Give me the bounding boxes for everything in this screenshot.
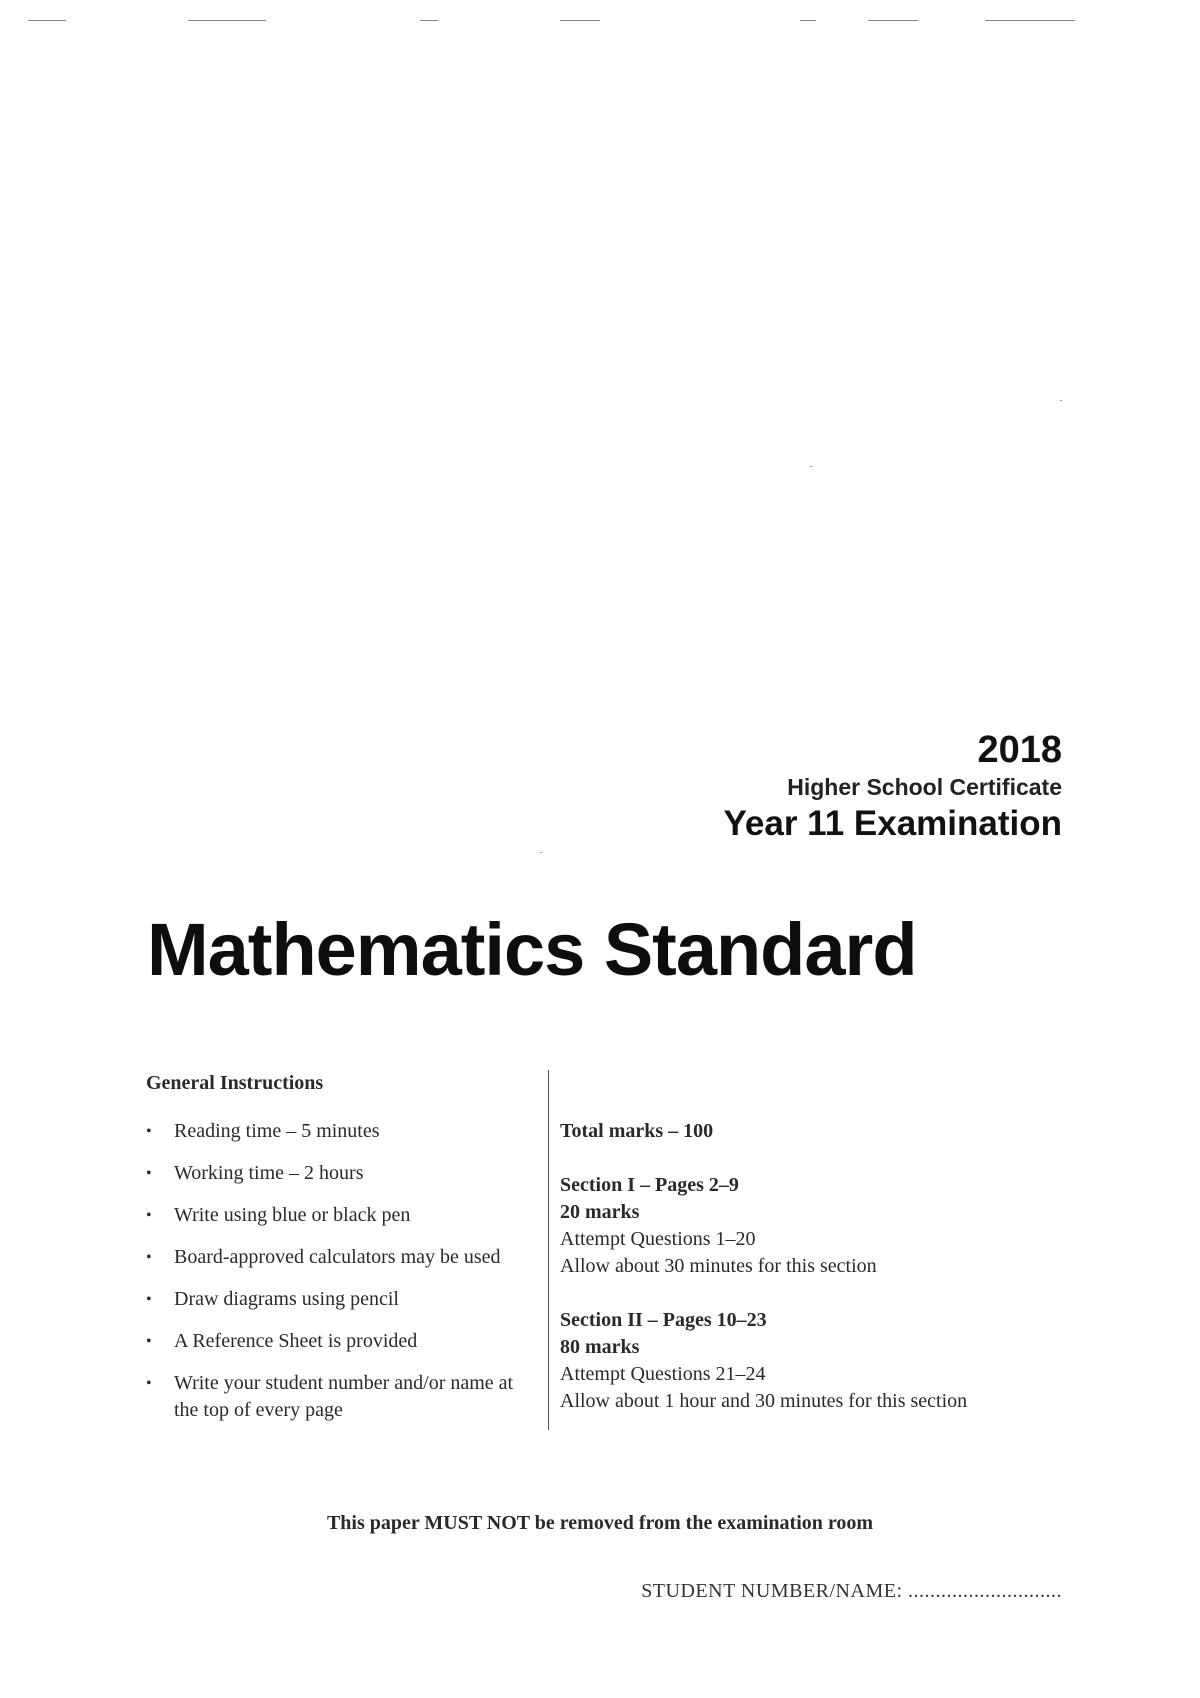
scan-artifact	[1060, 400, 1062, 401]
instruction-item	[146, 1118, 526, 1145]
scan-artifact	[188, 20, 266, 21]
bullet-icon: •	[146, 1207, 152, 1224]
general-instructions-heading: General Instructions	[146, 1072, 324, 1094]
scan-artifact	[28, 20, 66, 21]
instruction-text: Working time – 2 hours	[174, 1162, 364, 1184]
instruction-item	[146, 1202, 526, 1229]
bullet-icon: •	[146, 1249, 152, 1266]
instruction-item	[146, 1160, 526, 1187]
instruction-item	[146, 1244, 526, 1271]
section-time: Allow about 30 minutes for this section	[560, 1255, 877, 1277]
scan-artifact	[868, 20, 918, 21]
scan-artifact	[985, 20, 1075, 21]
bullet-icon: •	[146, 1291, 152, 1308]
instruction-text: Write your student number and/or name at the top of every page	[174, 1372, 514, 1421]
scan-artifact	[420, 20, 438, 21]
bullet-icon: •	[146, 1123, 152, 1140]
scan-artifact	[540, 852, 542, 853]
instruction-item	[146, 1370, 526, 1424]
student-number-field: STUDENT NUMBER/NAME: ............................	[641, 1580, 1062, 1602]
instruction-text: A Reference Sheet is provided	[174, 1330, 418, 1352]
section-attempt: Attempt Questions 1–20	[560, 1228, 756, 1250]
section-two	[560, 1307, 1080, 1415]
section-one	[560, 1172, 1080, 1280]
scan-artifact	[810, 466, 812, 467]
instruction-text: Draw diagrams using pencil	[174, 1288, 399, 1310]
section-time: Allow about 1 hour and 30 minutes for this section	[560, 1390, 968, 1412]
bullet-icon: •	[146, 1333, 152, 1350]
exam-title: Year 11 Examination	[723, 804, 1062, 843]
section-title: Section II – Pages 10–23	[560, 1309, 767, 1331]
section-marks: 80 marks	[560, 1336, 640, 1358]
instruction-text: Write using blue or black pen	[174, 1204, 411, 1226]
total-marks: Total marks – 100	[560, 1120, 714, 1142]
exam-header	[723, 728, 1062, 846]
instruction-item	[146, 1286, 526, 1313]
scan-artifact	[800, 20, 816, 21]
section-title: Section I – Pages 2–9	[560, 1174, 739, 1196]
instruction-text: Reading time – 5 minutes	[174, 1120, 380, 1142]
bullet-icon: •	[146, 1375, 152, 1392]
section-attempt: Attempt Questions 21–24	[560, 1363, 766, 1385]
scan-artifact	[560, 20, 600, 21]
bullet-icon: •	[146, 1165, 152, 1182]
removal-notice: This paper MUST NOT be removed from the examination room	[326, 1512, 874, 1534]
column-divider	[548, 1070, 549, 1430]
instruction-text: Board-approved calculators may be used	[174, 1246, 501, 1268]
marks-summary	[560, 1118, 1080, 1442]
certificate-name: Higher School Certificate	[787, 774, 1062, 800]
section-marks: 20 marks	[560, 1201, 640, 1223]
instruction-item	[146, 1328, 526, 1355]
general-instructions	[146, 1070, 526, 1439]
instructions-list	[146, 1118, 526, 1424]
subject-title: Mathematics Standard	[147, 908, 917, 991]
exam-year: 2018	[977, 729, 1062, 771]
